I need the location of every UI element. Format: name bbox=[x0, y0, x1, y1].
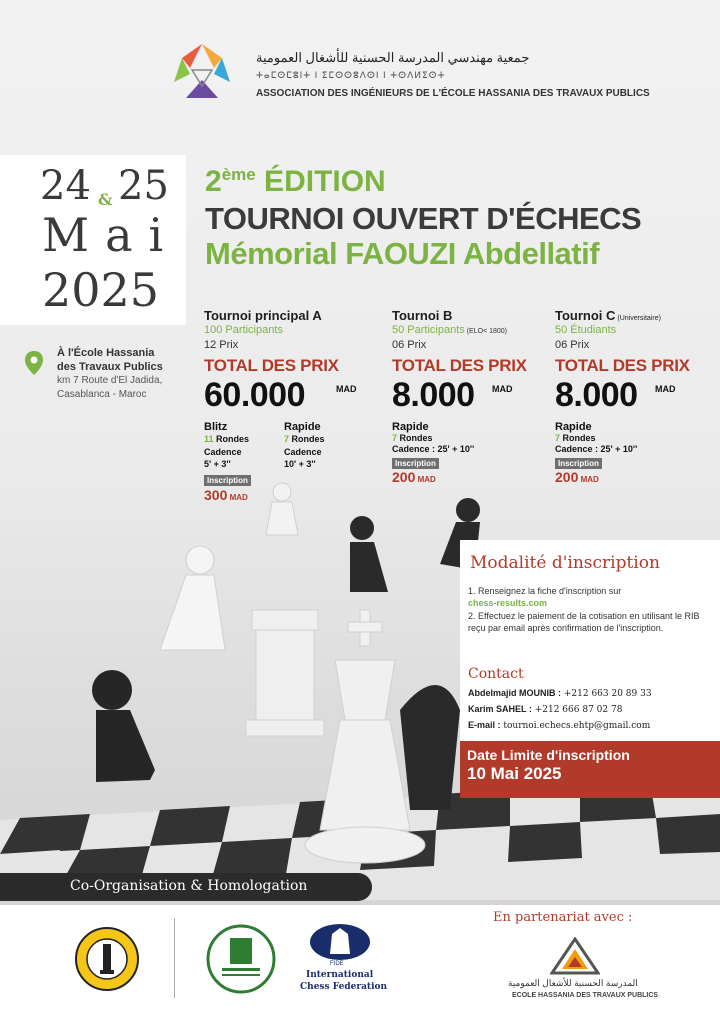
date-day-2: 25 bbox=[118, 163, 169, 209]
tournament-c-amount: 8.000 bbox=[555, 376, 638, 414]
fide-text-line-1: International bbox=[306, 970, 374, 980]
tournament-b-inscription-badge: Inscription bbox=[392, 458, 439, 469]
tournament-b-rapide-title: Rapide bbox=[392, 421, 429, 433]
white-rook-piece bbox=[246, 610, 324, 736]
tournament-c-currency: MAD bbox=[655, 384, 676, 394]
location-pin-icon bbox=[24, 350, 44, 376]
email-link[interactable]: tournoi.echecs.ehtp@gmail.com bbox=[500, 721, 651, 731]
federation-logo-icon bbox=[206, 924, 276, 994]
tournament-c-rapide-title: Rapide bbox=[555, 421, 592, 433]
tournament-title: TOURNOI OUVERT D'ÉCHECS bbox=[205, 201, 642, 236]
date-ampersand: & bbox=[98, 190, 113, 209]
contact-line-2: Karim SAHEL : +212 666 87 02 78 bbox=[468, 704, 623, 715]
tournament-a-blitz-title: Blitz bbox=[204, 421, 228, 433]
tournament-b-cadence: Cadence : 25' + 10'' bbox=[392, 444, 475, 454]
black-pawn-piece bbox=[350, 516, 388, 592]
tournament-a-rapide-time: 10' + 3'' bbox=[284, 459, 316, 469]
date-day-1: 24 bbox=[40, 163, 91, 209]
registration-step-1: 1. Renseignez la fiche d'inscription sur chess-results.com bbox=[468, 586, 622, 608]
registration-title: Modalité d'inscription bbox=[470, 553, 660, 573]
tournament-a-blitz-rondes: 11 Rondes bbox=[204, 434, 250, 444]
fide-text-line-2: Chess Federation bbox=[300, 982, 388, 992]
tournament-a-blitz-time: 5' + 3'' bbox=[204, 459, 231, 469]
tournament-a-rapide-rondes: 7 Rondes bbox=[284, 434, 325, 444]
small-white-pawn-piece bbox=[266, 483, 298, 535]
tournament-a-participants: 100 Participants bbox=[204, 324, 283, 336]
location-line-4: Casablanca - Maroc bbox=[57, 389, 147, 400]
tournament-a-blitz-cadence: Cadence bbox=[204, 447, 242, 457]
association-name-tifinagh: ⵜⴰⵎⵙⵎⵓⵏⵜ ⵏ ⵉⵎⵙⵙⵓⴷⵙⵏ ⵏ ⵜⵙⴷⵍⵉⵙⵜ bbox=[256, 70, 446, 80]
black-pawn-lower-piece bbox=[92, 670, 155, 782]
deadline-label: Date Limite d'inscription bbox=[467, 747, 630, 763]
club-charaf-logo-icon bbox=[74, 926, 140, 992]
memorial-subtitle: Mémorial FAOUZI Abdellatif bbox=[205, 236, 600, 271]
contact-title: Contact bbox=[468, 666, 524, 682]
tournament-c-fee: 200 MAD bbox=[555, 469, 599, 485]
tournament-c-inscription-badge: Inscription bbox=[555, 458, 602, 469]
location-line-1: À l'École Hassania bbox=[57, 347, 155, 359]
partners-label: En partenariat avec : bbox=[493, 910, 633, 925]
fide-logo-icon bbox=[308, 922, 372, 966]
tournament-a-currency: MAD bbox=[336, 384, 357, 394]
tournament-b-rapide-rondes: 7 Rondes bbox=[392, 433, 433, 443]
tournament-a-inscription-badge: Inscription bbox=[204, 475, 251, 486]
co-organisation-label: Co-Organisation & Homologation bbox=[70, 878, 308, 894]
tournament-b-participants: 50 Participants (ELO< 1800) bbox=[392, 324, 507, 336]
tournament-c-cadence: Cadence : 25' + 10'' bbox=[555, 444, 638, 454]
tournament-a-fee: 300 MAD bbox=[204, 487, 248, 503]
chess-results-link[interactable]: chess-results.com bbox=[468, 598, 548, 608]
tournament-a-amount: 60.000 bbox=[204, 376, 305, 414]
tournament-c-participants: 50 Étudiants bbox=[555, 324, 617, 336]
deadline-date: 10 Mai 2025 bbox=[467, 764, 562, 783]
date-month: Mai bbox=[42, 208, 180, 262]
tournament-b-amount: 8.000 bbox=[392, 376, 475, 414]
tournament-a-rapide-title: Rapide bbox=[284, 421, 321, 433]
association-name-arabic: جمعية مهندسي المدرسة الحسنية للأشغال العمومية bbox=[256, 50, 530, 65]
contact-email-line: E-mail : tournoi.echecs.ehtp@gmail.com bbox=[468, 720, 651, 731]
ehtp-name-french: ECOLE HASSANIA DES TRAVAUX PUBLICS bbox=[512, 992, 659, 999]
tournament-a-prix: 12 Prix bbox=[204, 339, 239, 351]
tournament-a-rapide-cadence: Cadence bbox=[284, 447, 322, 457]
tournament-c-total-label: TOTAL DES PRIX bbox=[555, 356, 690, 375]
footer-divider bbox=[174, 918, 175, 998]
tournament-b-total-label: TOTAL DES PRIX bbox=[392, 356, 527, 375]
tournament-a-name: Tournoi principal A bbox=[204, 308, 322, 323]
registration-step-2: 2. Effectuez le paiement de la cotisation en utilisant le RIB reçu par email après confirmation de l'inscription. bbox=[468, 611, 700, 633]
tournament-c-rapide-rondes: 7 Rondes bbox=[555, 433, 596, 443]
dark-knight-shadow bbox=[400, 685, 460, 810]
tournament-c-name: Tournoi C (Universitaire) bbox=[555, 308, 661, 323]
ehtp-name-arabic: المدرسة الحسنية للأشغال العمومية bbox=[508, 978, 638, 988]
white-pawn-piece bbox=[160, 546, 225, 650]
tournament-b-name: Tournoi B bbox=[392, 308, 453, 323]
edition-title: 2ème ÉDITION bbox=[205, 165, 386, 198]
ehtp-logo-icon bbox=[550, 937, 600, 975]
location-line-3: km 7 Route d'El Jadida, bbox=[57, 375, 163, 386]
date-year: 2025 bbox=[42, 263, 160, 317]
tournament-b-currency: MAD bbox=[492, 384, 513, 394]
tournament-c-prix: 06 Prix bbox=[555, 339, 590, 351]
contact-line-1: Abdelmajid MOUNIB : +212 663 20 89 33 bbox=[468, 688, 652, 699]
tournament-b-prix: 06 Prix bbox=[392, 339, 427, 351]
tournament-b-fee: 200 MAD bbox=[392, 469, 436, 485]
fide-abbr: FIDE bbox=[330, 961, 344, 967]
location-line-2: des Travaux Publics bbox=[57, 361, 163, 373]
tournament-a-total-label: TOTAL DES PRIX bbox=[204, 356, 339, 375]
association-logo-icon bbox=[170, 40, 234, 104]
association-name-french: ASSOCIATION DES INGÉNIEURS DE L'ÉCOLE HASSANIA DES TRAVAUX PUBLICS bbox=[256, 88, 650, 99]
